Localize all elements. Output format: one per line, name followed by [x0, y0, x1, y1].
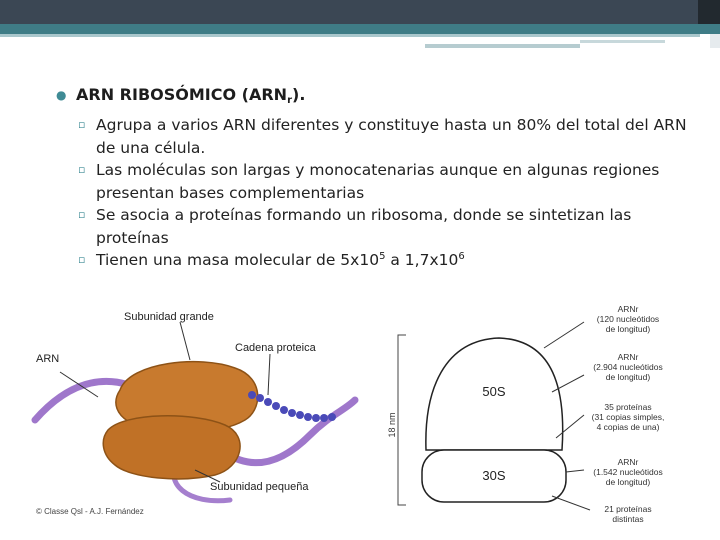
- ann4-l1: ARNr: [617, 457, 639, 467]
- heading-tail: ).: [292, 85, 306, 104]
- ann3-l2: (31 copias simples,: [591, 412, 665, 422]
- ann5-l2: distintas: [612, 514, 644, 524]
- bullet-list: [56, 114, 696, 272]
- small-subunit: [103, 416, 240, 479]
- label-subunidad-pequena: Subunidad pequeña: [210, 481, 309, 493]
- label-height: 18 nm: [387, 412, 397, 438]
- square-bullet-icon: ▫: [78, 163, 86, 176]
- header-corner: [698, 0, 720, 24]
- ann1-l1: ARNr: [617, 304, 639, 314]
- header-accent-line: [425, 44, 580, 48]
- bullet-icon: ●: [56, 88, 67, 102]
- list-item-text: a 1,7x10: [385, 251, 459, 269]
- heading-text: ARN RIBOSÓMICO (ARN: [76, 85, 288, 104]
- heading-subscript: r: [287, 95, 292, 106]
- ann2-l3: de longitud): [605, 372, 651, 382]
- header-accent-right: [710, 34, 720, 48]
- protein-chain: [248, 391, 336, 422]
- ann5-l1: 21 proteínas: [604, 504, 652, 514]
- height-bracket: [398, 335, 406, 505]
- ann3-l1: 35 proteínas: [604, 402, 652, 412]
- list-item: [56, 204, 696, 249]
- exponent: 5: [379, 250, 386, 262]
- label-subunidad-grande: Subunidad grande: [124, 311, 214, 323]
- list-item: [56, 249, 696, 272]
- label-50s: 50S: [482, 384, 506, 399]
- label-30s: 30S: [482, 468, 506, 483]
- list-item: [56, 114, 696, 159]
- ann1-l2: (120 nucleótidos: [596, 314, 660, 324]
- list-item-text: Las moléculas son largas y monocatenarias aunque en algunas regiones presentan bases complementarias: [96, 161, 660, 202]
- ann4-l2: (1.542 nucleótidos: [593, 467, 663, 477]
- ann2-l2: (2.904 nucleótidos: [593, 362, 663, 372]
- ann1-l3: de longitud): [605, 324, 651, 334]
- figure-credit: © Classe Qsl - A.J. Fernández: [36, 507, 144, 516]
- ribosome-illustration: [30, 300, 360, 525]
- square-bullet-icon: ▫: [78, 208, 86, 221]
- list-item-text: Tienen una masa molecular de 5x10: [96, 251, 380, 269]
- list-item-text: Se asocia a proteínas formando un ribosoma, donde se sintetizan las proteínas: [96, 206, 632, 247]
- exponent: 6: [458, 250, 465, 262]
- header-accent-line-2: [580, 40, 665, 43]
- label-arn: ARN: [36, 353, 60, 365]
- list-item-text: Agrupa a varios ARN diferentes y constituye hasta un 80% del total del ARN de una célula.: [96, 116, 687, 157]
- label-cadena-proteica: Cadena proteica: [235, 342, 316, 354]
- slide-content: [56, 84, 696, 272]
- square-bullet-icon: ▫: [78, 253, 86, 266]
- square-bullet-icon: ▫: [78, 118, 86, 131]
- ann4-l3: de longitud): [605, 477, 651, 487]
- list-item: [56, 159, 696, 204]
- ann3-l3: 4 copias de una): [596, 422, 660, 432]
- header-band: [0, 0, 720, 24]
- ribosome-diagram: [384, 300, 684, 528]
- slide-heading: [56, 84, 696, 112]
- header-stripe: [0, 24, 720, 34]
- header-stripe-light: [0, 34, 700, 37]
- ann2-l1: ARNr: [617, 352, 639, 362]
